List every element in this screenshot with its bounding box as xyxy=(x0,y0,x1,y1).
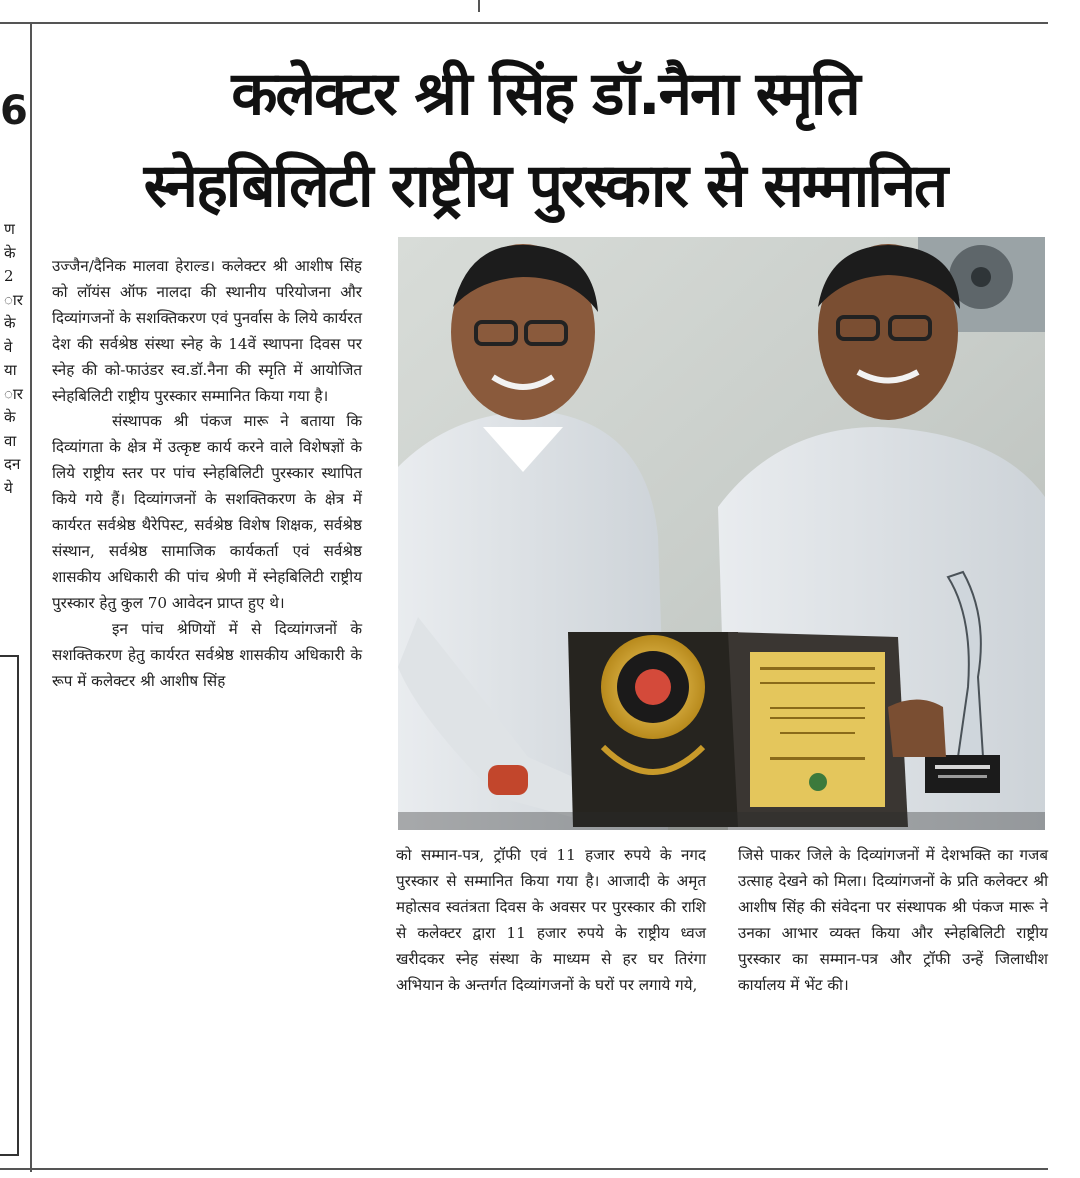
column-divider xyxy=(30,22,32,1172)
top-column-tick xyxy=(478,0,480,12)
article-paragraph: जिसे पाकर जिले के दिव्यांगजनों में देशभक्ति का गजब उत्साह देखने को मिला। दिव्यांगजनों के प्रति कलेक्टर श्री आशीष सिंह की संवेदना पर संस्थापक श्री पंकज मारू ने उनका आभार व्यक्त किया और स्नेहबिलिटी राष्ट्रीय पुरस्कार का सम्मान-पत्र और ट्रॉफी उन्हें जिलाधीश कार्यालय में भेंट की। xyxy=(738,846,1048,994)
article-column-3 xyxy=(738,843,1048,998)
adjacent-line: ये xyxy=(4,478,13,497)
adjacent-line: ण xyxy=(4,220,15,238)
adjacent-line: या xyxy=(4,361,17,379)
adjacent-line: दन xyxy=(4,455,21,473)
adjacent-line: ार xyxy=(4,384,23,403)
article-paragraph: को सम्मान-पत्र, ट्रॉफी एवं 11 हजार रुपये के नगद पुरस्कार से सम्मानित किया गया है। आजादी के अमृत महोत्सव स्वतंत्रता दिवस के अवसर पर पुरस्कार की राशि से कलेक्टर द्वारा 11 हजार रुपये के राष्ट्रीय ध्वज खरीदकर स्नेह संस्था के माध्यम से हर घर तिरंगा अभियान के अन्तर्गत दिव्यांगजनों के घरों पर लगाये गये, xyxy=(396,846,706,994)
adjacent-line: 2 xyxy=(4,267,14,285)
article-photo xyxy=(398,237,1045,830)
award-presentation-photo xyxy=(398,237,1045,830)
article-paragraph: संस्थापक श्री पंकज मारू ने बताया कि दिव्यांगता के क्षेत्र में उत्कृष्ट कार्य करने वाले विशेषज्ञों के लिये राष्ट्रीय स्तर पर पांच स्नेहबिलिटी पुरस्कार स्थापित किये गये हैं। दिव्यांगजनों के सशक्तिकरण के क्षेत्र में कार्यरत सर्वश्रेष्ठ थैरेपिस्ट, सर्वश्रेष्ठ विशेष शिक्षक, सर्वश्रेष्ठ संस्थान, सर्वश्रेष्ठ सामाजिक कार्यकर्ता एवं सर्वश्रेष्ठ शासकीय अधिकारी की पांच श्रेणी में स्नेहबिलिटी राष्ट्रीय पुरस्कार हेतु कुल 70 आवेदन प्राप्त हुए थे। xyxy=(52,412,362,612)
article-headline xyxy=(45,48,1045,232)
headline-line-1: कलेक्टर श्री सिंह डॉ.नैना स्मृति xyxy=(231,59,859,129)
article-paragraph: उज्जैन/दैनिक मालवा हेराल्ड। कलेक्टर श्री आशीष सिंह को लॉयंस ऑफ नालदा की स्थानीय परियोजना और दिव्यांगजनों के सशक्तिकरण एवं पुनर्वास के लिये कार्यरत देश की सर्वश्रेष्ठ संस्था स्नेह के 14वें स्थापना दिवस पर स्नेह की को-फाउंडर स्व.डॉ.नैना की स्मृति में आयोजित स्नेहबिलिटी राष्ट्रीय पुरस्कार सम्मानित किया गया है। xyxy=(52,257,362,405)
article-paragraph: इन पांच श्रेणियों में से दिव्यांगजनों के सशक्तिकरण हेतु कार्यरत सर्वश्रेष्ठ शासकीय अधिकारी के रूप में कलेक्टर श्री आशीष सिंह xyxy=(52,619,362,690)
adjacent-article-strip xyxy=(0,40,28,640)
adjacent-ad-box xyxy=(0,655,19,1156)
adjacent-line: वे xyxy=(4,337,13,356)
adjacent-headline-fragment: 6 xyxy=(0,88,28,134)
article-column-1 xyxy=(52,254,362,694)
adjacent-line: वा xyxy=(4,431,17,450)
adjacent-line: के xyxy=(4,314,16,332)
top-rule xyxy=(0,22,1048,24)
bottom-rule xyxy=(0,1168,1048,1170)
headline-line-2: स्नेहबिलिटी राष्ट्रीय पुरस्कार से सम्मानित xyxy=(143,151,947,221)
adjacent-line: के xyxy=(4,243,16,262)
adjacent-line: ार xyxy=(4,290,23,309)
article-column-2 xyxy=(396,843,706,998)
adjacent-line: के xyxy=(4,408,16,426)
adjacent-text-fragments xyxy=(4,218,26,500)
